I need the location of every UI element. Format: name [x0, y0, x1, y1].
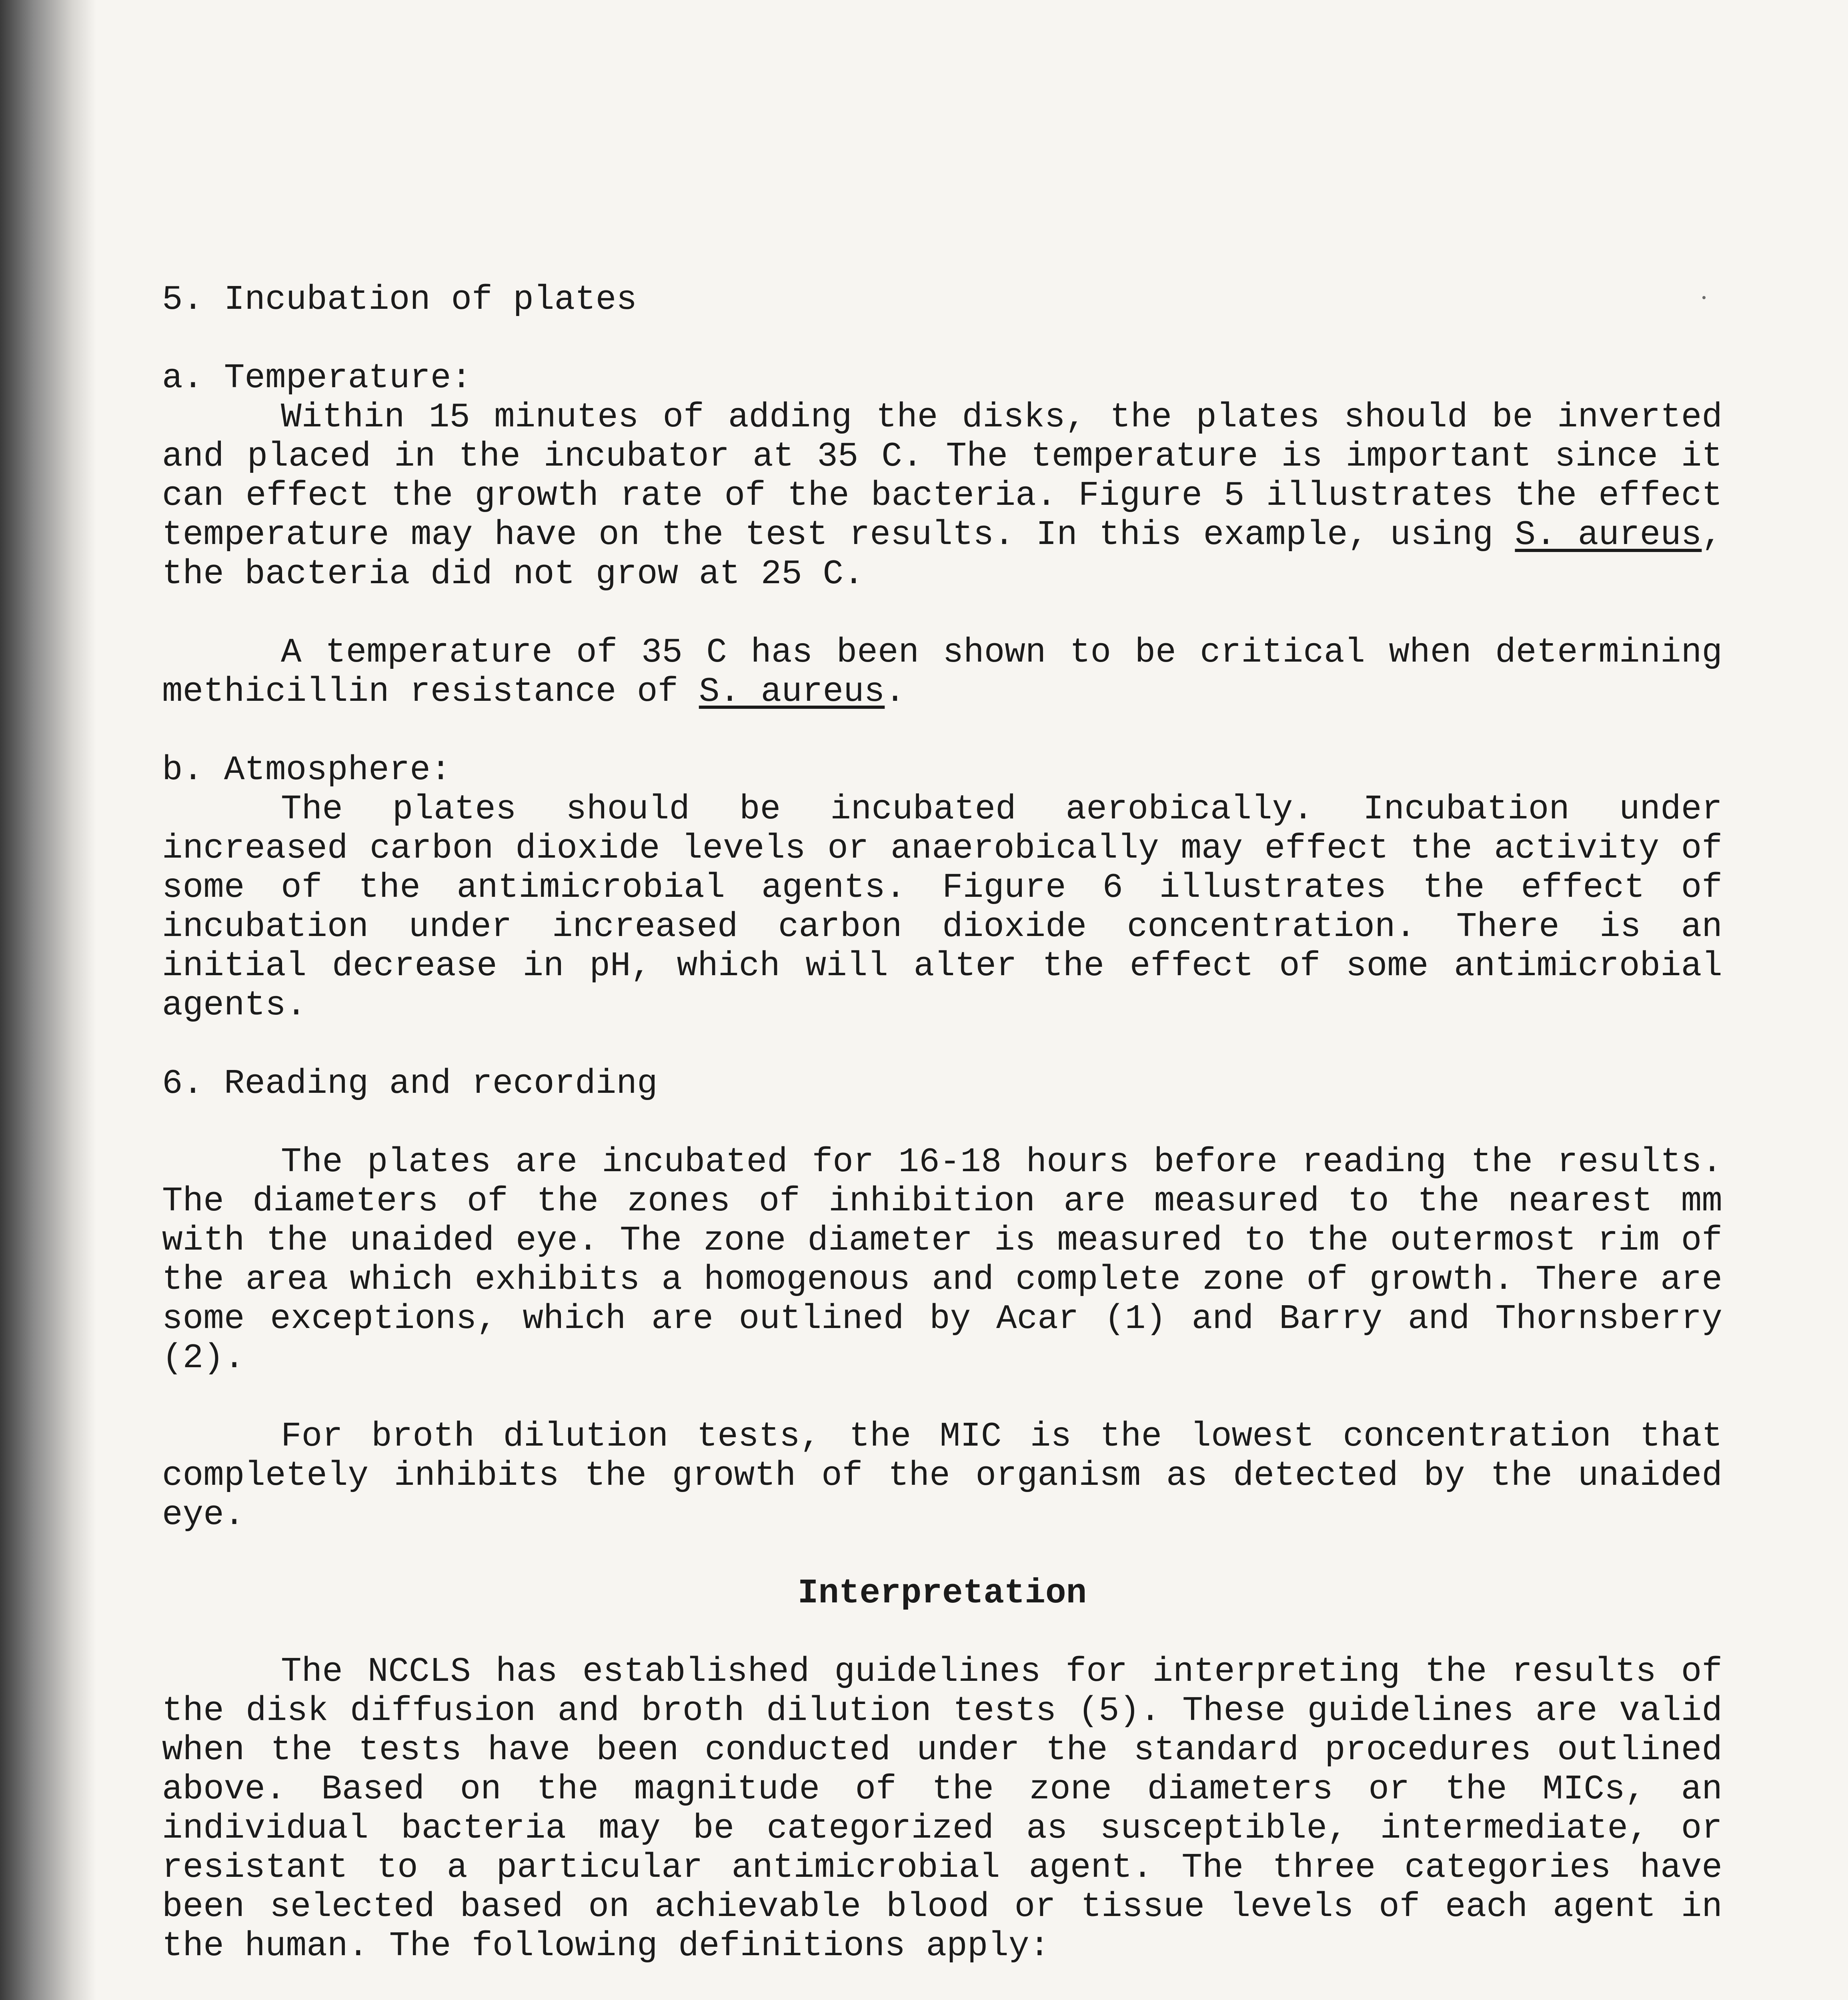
interpretation-title: Interpretation	[797, 1574, 1087, 1613]
binding-shadow	[0, 0, 96, 2000]
section-6-heading: 6. Reading and recording	[162, 1064, 658, 1103]
page-body	[162, 280, 1722, 2000]
organism-name: S. aureus	[1515, 515, 1702, 554]
organism-name: S. aureus	[699, 672, 885, 711]
temperature-paragraph-2: A temperature of 35 C has been shown to be critical when determining methicillin resistance of S. aureus.	[162, 633, 1722, 711]
temperature-heading: a. Temperature:	[162, 358, 472, 398]
atmosphere-heading: b. Atmosphere:	[162, 750, 451, 790]
atmosphere-paragraph: The plates should be incubated aerobically. Incubation under increased carbon dioxide levels or anaerobically may effect the activity of some of the antimicrobial agents. Figure 6 illustrates the effect of incubation under increased carbon dioxide concentration. There is an initial decrease in pH, which will alter the effect of some antimicrobial agents.	[162, 790, 1722, 1025]
reading-paragraph-2: For broth dilution tests, the MIC is the lowest concentration that completely inhibits the growth of the organism as detected by the unaided eye.	[162, 1417, 1722, 1534]
section-5-heading: 5. Incubation of plates	[162, 280, 637, 319]
temperature-paragraph-1: Within 15 minutes of adding the disks, the plates should be inverted and placed in the incubator at 35 C. The temperature is important since it can effect the growth rate of the bacteria. Figure 5 illustrates the effect temperature may have on the test results. In this example, using S. aureus, the bacteria did not grow at 25 C.	[162, 398, 1723, 594]
reading-paragraph-1: The plates are incubated for 16-18 hours before reading the results. The diameters of the zones of inhibition are measured to the nearest mm with the unaided eye. The zone diameter is measured to the outermost rim of the area which exhibits a homogenous and complete zone of growth. There are some exceptions, which are outlined by Acar (1) and Barry and Thornsberry (2).	[162, 1142, 1722, 1378]
interpretation-paragraph: The NCCLS has established guidelines for interpreting the results of the disk diffusion and broth dilution tests (5). These guidelines are valid when the tests have been conducted under the standard procedures outlined above. Based on the magnitude of the zone diameters or the MICs, an individual bacteria may be categorized as susceptible, intermediate, or resistant to a particular antimicrobial agent. The three categories have been selected based on achievable blood or tissue levels of each agent in the human. The following definitions apply:	[162, 1652, 1722, 1966]
